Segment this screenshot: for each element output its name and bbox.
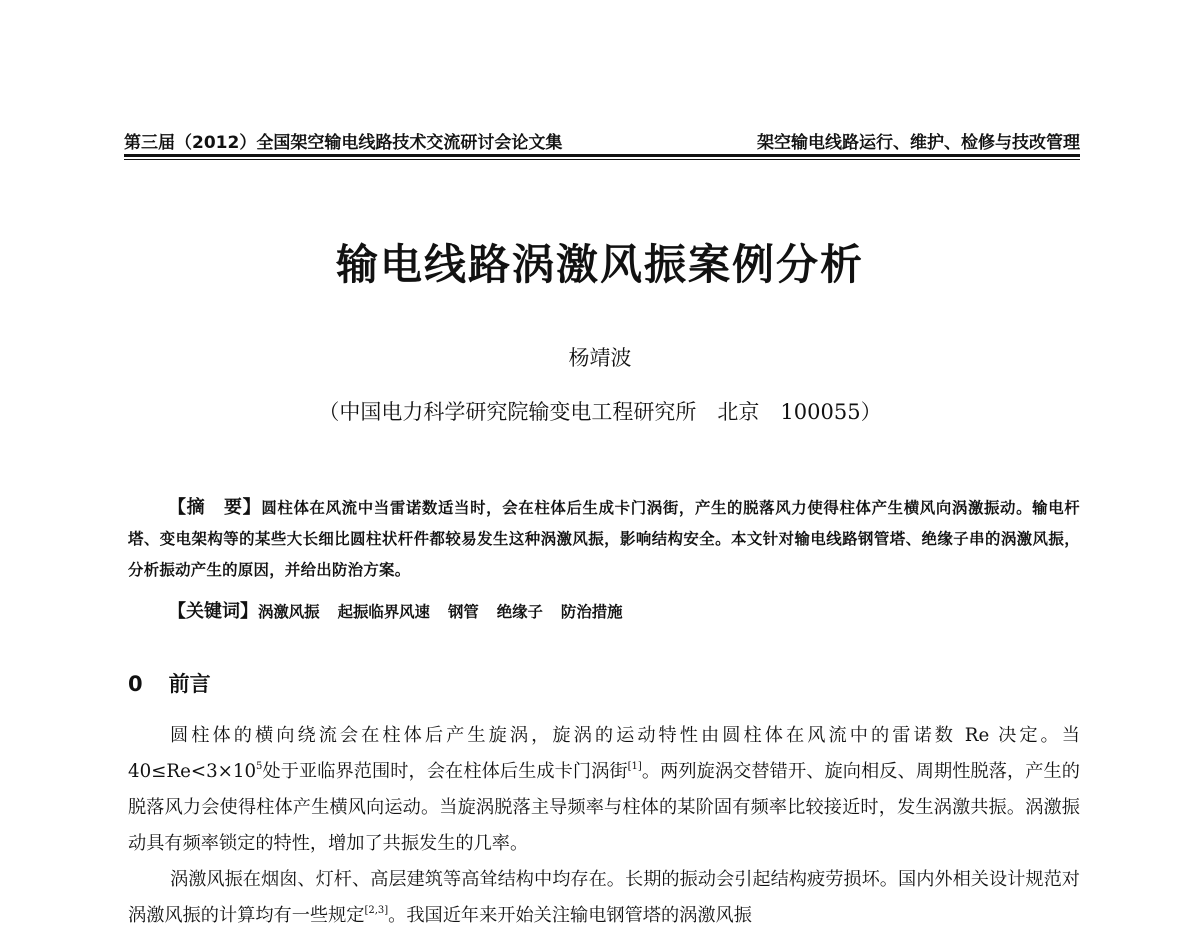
superscript-exponent: 5 — [256, 761, 263, 772]
keyword: 防治措施 — [560, 603, 623, 621]
keyword: 绝缘子 — [496, 603, 543, 621]
header-proceedings-title: 第三届（2012）全国架空输电线路技术交流研讨会论文集 — [124, 133, 563, 153]
section-heading — [128, 668, 211, 698]
paper-title: 输电线路涡激风振案例分析 — [335, 240, 864, 289]
paragraph-2 — [128, 862, 1080, 934]
section-number: 0 — [128, 672, 143, 696]
paragraph-1 — [128, 718, 1080, 862]
paragraph-text: 涡激风振在烟囱、灯杆、高层建筑等高耸结构中均存在。长期的振动会引起结构疲劳损坏。国内外相关设计规范对涡激风振的计算均有一些规定 — [128, 869, 1080, 926]
keywords-label: 【关键词】 — [168, 601, 258, 622]
paragraph-text: 处于亚临界范围时，会在柱体后生成卡门涡街 — [262, 761, 628, 782]
keyword: 起振临界风速 — [337, 603, 430, 621]
keywords — [168, 596, 1080, 628]
header-section-title: 架空输电线路运行、维护、检修与技改管理 — [757, 133, 1080, 153]
abstract — [128, 492, 1080, 586]
section-title: 前言 — [168, 672, 211, 696]
body-text — [128, 718, 1080, 934]
keyword: 钢管 — [447, 603, 479, 621]
citation-ref: [1] — [627, 761, 642, 772]
abstract-label: 【摘 要】 — [168, 497, 262, 518]
citation-ref: [2,3] — [364, 905, 389, 916]
author-name: 杨靖波 — [568, 346, 632, 370]
paragraph-text: 。两列旋涡交替错开、旋向相反、周期性脱落，产生的脱落风力会使得柱体产生横风向运动。当旋涡脱落主导频率与柱体的某阶固有频率比较接近时，发生涡激共振。涡激振动具有频率锁定的特性，增加了共振发生的几率。 — [128, 761, 1080, 854]
paragraph-text: 圆柱体的横向绕流会在柱体后产生旋涡，旋涡的运动特性由圆柱体在风流中的雷诺数 Re 决定。当 40≤Re<3×10 — [128, 725, 1080, 782]
abstract-text: 圆柱体在风流中当雷诺数适当时，会在柱体后生成卡门涡街，产生的脱落风力使得柱体产生横风向涡激振动。输电杆塔、变电架构等的某些大长细比圆柱状杆件都较易发生这种涡激风振，影响结构安全。本文针对输电线路钢管塔、绝缘子串的涡激风振，分析振动产生的原因，并给出防治方案。 — [128, 499, 1080, 579]
running-header — [124, 128, 1080, 154]
header-rule-thin — [124, 159, 1080, 160]
keyword: 涡激风振 — [258, 603, 320, 621]
header-rule-thick — [124, 154, 1080, 157]
paragraph-text: 。我国近年来开始关注输电钢管塔的涡激风振 — [388, 905, 752, 926]
author-affiliation: （中国电力科学研究院输变电工程研究所 北京 100055） — [318, 400, 882, 424]
